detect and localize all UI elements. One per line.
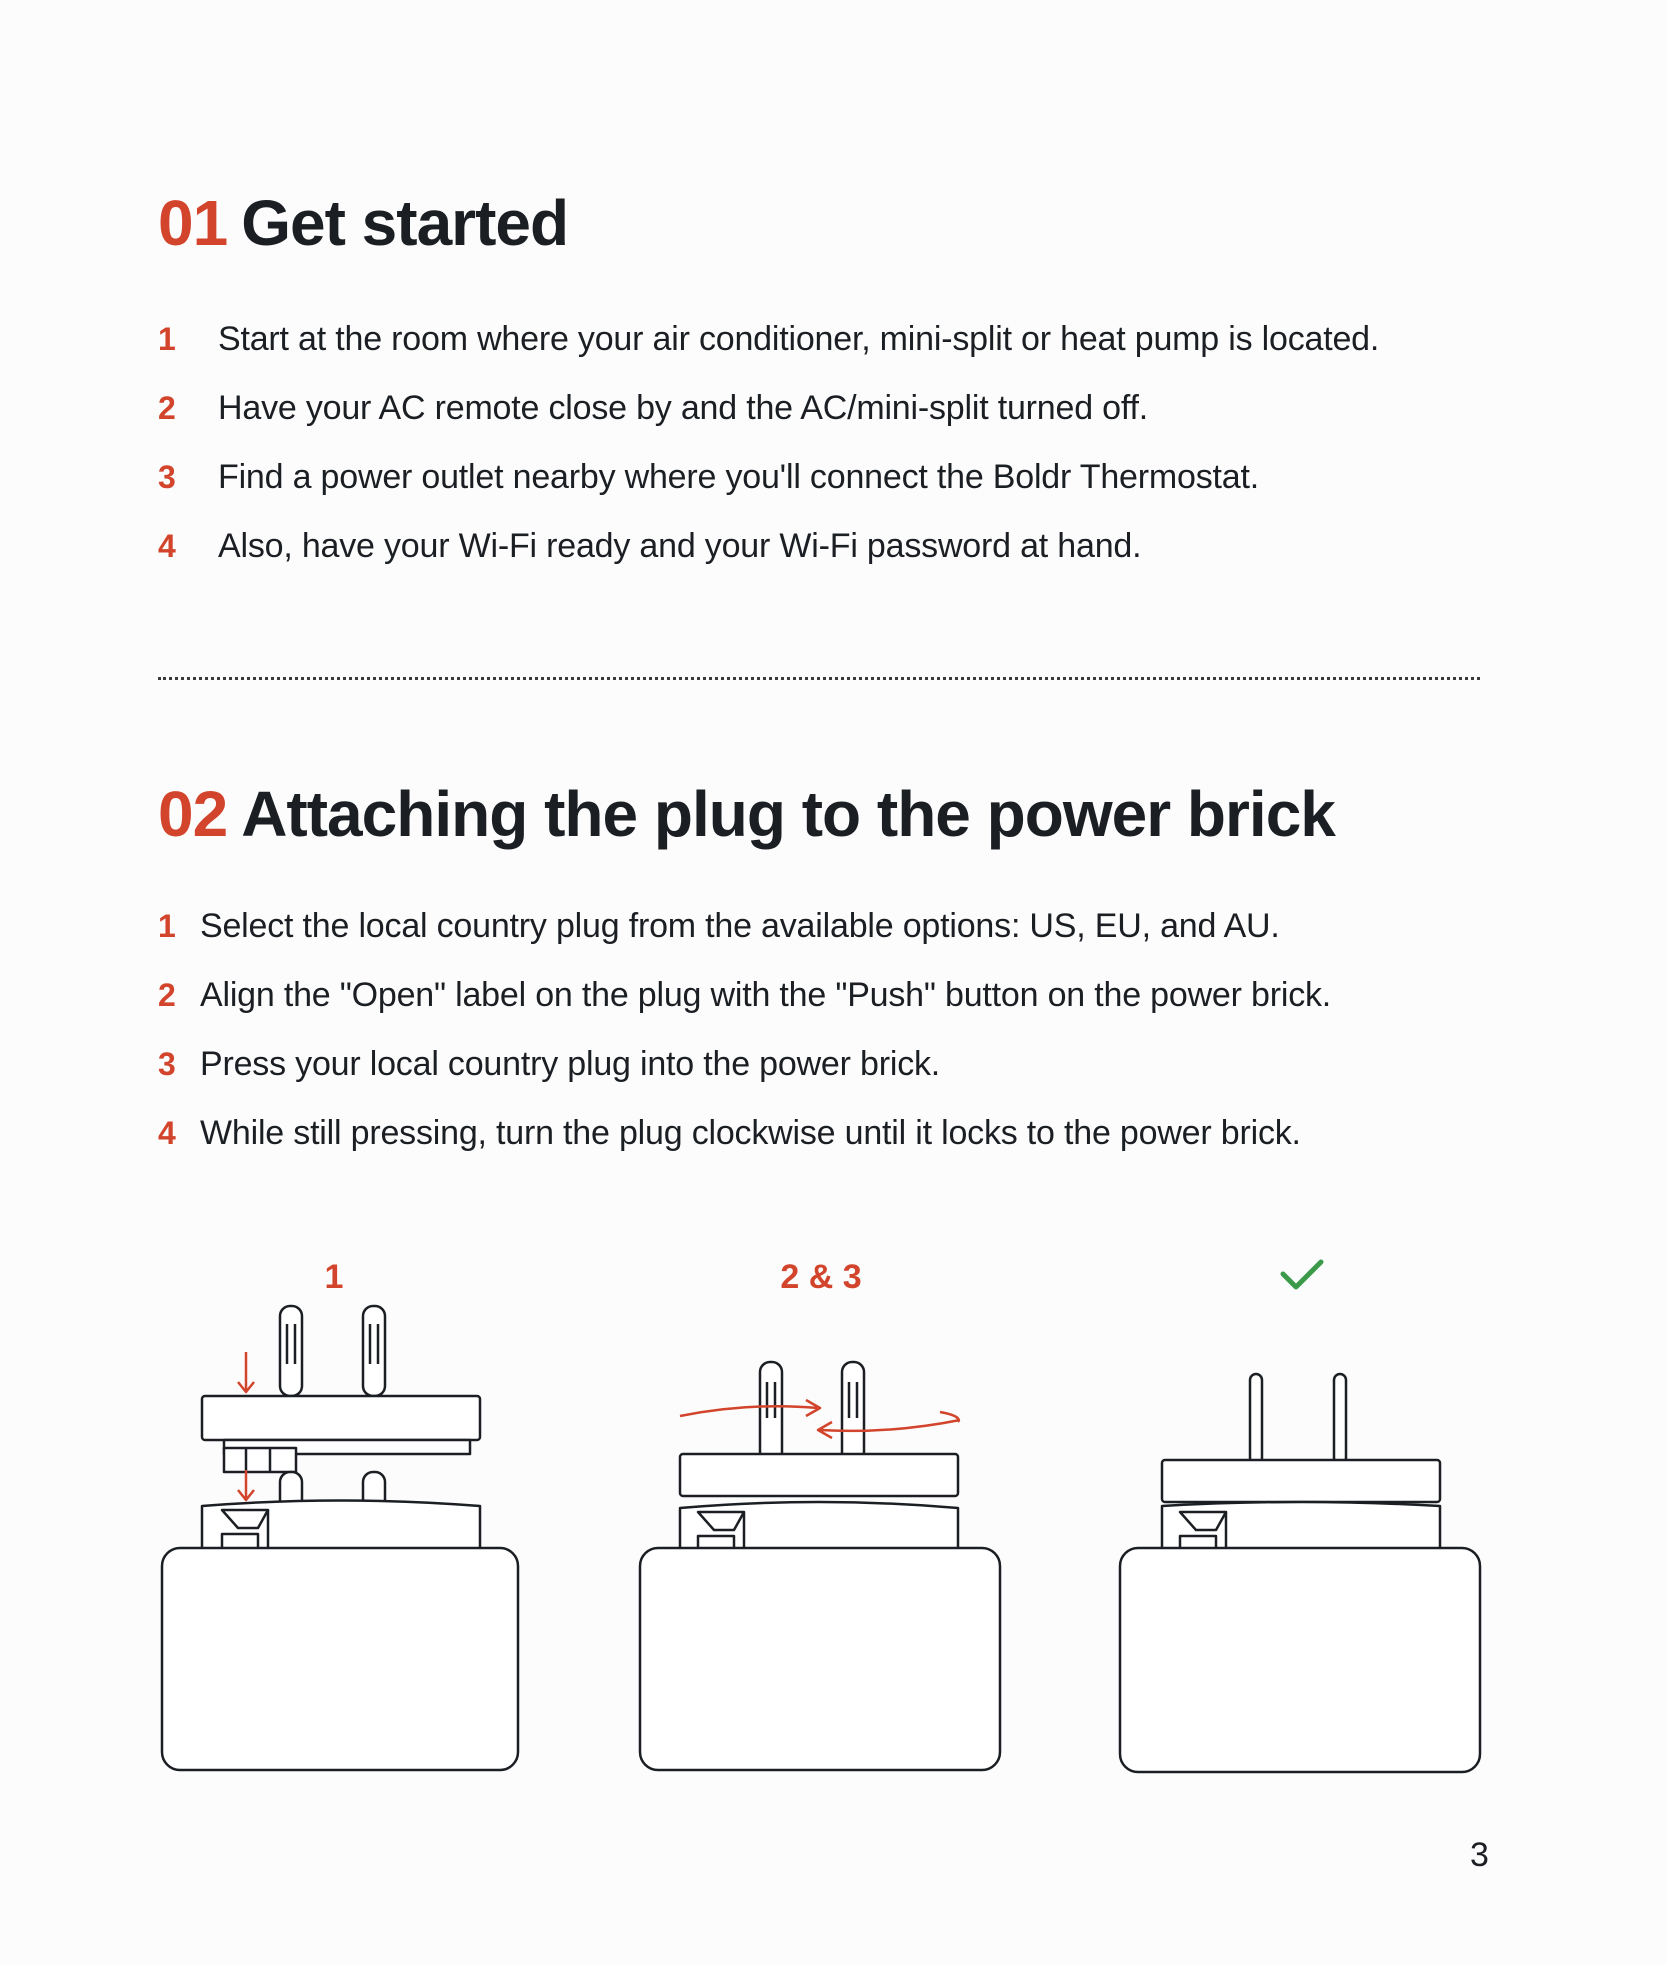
- plug-assembly-illustration: [150, 1290, 1500, 1790]
- section-1-heading: Get started: [241, 187, 569, 259]
- step-text: Align the "Open" label on the plug with the "Push" button on the power brick.: [200, 976, 1332, 1014]
- step-number: 3: [158, 1046, 176, 1082]
- step-text: Press your local country plug into the power brick.: [200, 1045, 941, 1083]
- step-number: 1: [158, 908, 176, 944]
- step-number: 4: [158, 1115, 176, 1151]
- step-number: 2: [158, 977, 176, 1013]
- step-number: 3: [158, 459, 176, 495]
- figure-3-plug-locked: [1120, 1374, 1480, 1772]
- step-number: 4: [158, 528, 176, 564]
- figure-1-plug-separated: [162, 1306, 518, 1770]
- checkmark-icon: [1280, 1258, 1324, 1292]
- figure-1-label: 1: [324, 1258, 344, 1296]
- page-number: 3: [1470, 1836, 1489, 1874]
- figure-2-plug-rotating: [640, 1362, 1000, 1770]
- dotted-divider: [158, 677, 1480, 680]
- step-text: Start at the room where your air conditioner, mini-split or heat pump is located.: [218, 320, 1380, 358]
- step-text: Select the local country plug from the available options: US, EU, and AU.: [200, 907, 1280, 945]
- section-2-heading: Attaching the plug to the power brick: [241, 778, 1335, 850]
- section-1-number: 01: [158, 187, 228, 259]
- step-text: Also, have your Wi-Fi ready and your Wi-Fi password at hand.: [218, 527, 1142, 565]
- figure-2-label: 2 & 3: [780, 1258, 862, 1296]
- step-text: Find a power outlet nearby where you'll connect the Boldr Thermostat.: [218, 458, 1259, 496]
- step-number: 1: [158, 321, 176, 357]
- section-1-title: [158, 186, 568, 260]
- step-text: Have your AC remote close by and the AC/mini-split turned off.: [218, 389, 1148, 427]
- step-number: 2: [158, 390, 176, 426]
- section-2-number: 02: [158, 778, 228, 850]
- step-text: While still pressing, turn the plug clockwise until it locks to the power brick.: [200, 1114, 1301, 1152]
- section-2-title: [158, 777, 1335, 851]
